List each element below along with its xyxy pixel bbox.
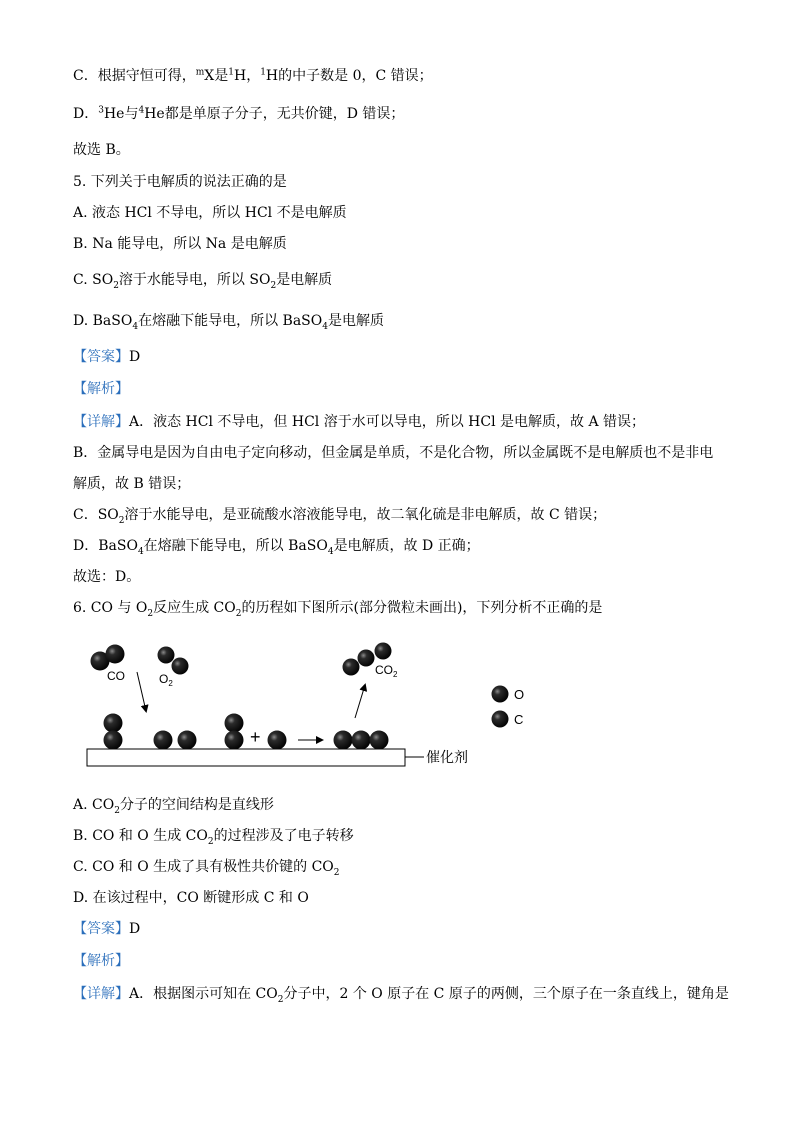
q6-answer: 【答案】D — [73, 921, 141, 937]
q5-detail-b2: 解质，故 B 错误； — [73, 476, 191, 492]
o2-molecule — [158, 647, 189, 675]
q6-analysis-tag: 【解析】 — [73, 953, 129, 969]
q6-option-a: A. $CO_2$分子的空间结构是直线形 — [73, 797, 274, 816]
q5-detail-c: C．$SO_2$溶于水能导电，是亚硫酸水溶液能导电，故二氧化硫是非电解质，故 C 错误； — [73, 507, 607, 526]
q6-detail-a: 【详解】A．根据图示可知在 $CO_2$分子中，2 个 O 原子在 C 原子的两侧，三个原子在一条直线上，键角是 — [73, 986, 729, 1005]
q6-option-d: D. 在该过程中，CO 断键形成 C 和 O — [73, 890, 309, 906]
prev-line-c: C．根据守恒可得，$^m$X是$^1$H，$^1$H的中子数是 0，C 错误； — [73, 67, 433, 84]
carbon-atom — [106, 645, 125, 664]
label-o2: $O_2$ — [159, 672, 173, 688]
co2-on-surface — [334, 731, 389, 750]
q5-option-d: D. BaSO$_4$在熔融下能导电，所以 BaSO$_4$是电解质 — [73, 313, 384, 332]
q5-choose: 故选：D。 — [73, 569, 141, 585]
q5-answer: 【答案】D — [73, 349, 141, 365]
prev-line-d: D．$^3$He与$^4$He都是单原子分子，无共价键，D 错误； — [73, 105, 405, 122]
q6-stem: 6. CO 与 $O_2$反应生成 $CO_2$的历程如下图所示(部分微粒未画出)，下列分析不正确的是 — [73, 600, 603, 619]
q5-detail-a: 【详解】A．液态 HCl 不导电，但 HCl 溶于水可以导电，所以 HCl 是电解质，故 A 错误； — [73, 414, 646, 430]
q5-option-a: A. 液态 HCl 不导电，所以 HCl 不是电解质 — [73, 205, 347, 221]
adsorbed-co — [104, 714, 123, 750]
arrow-down-icon — [137, 672, 146, 711]
adsorbed-o-atom — [268, 731, 287, 750]
label-co: CO — [107, 669, 125, 683]
legend — [492, 686, 525, 728]
co-molecule — [91, 645, 125, 671]
q5-option-c: C. $SO_2$溶于水能导电，所以 $SO_2$是电解质 — [73, 272, 333, 291]
catalyst-surface — [87, 749, 405, 766]
answer-tag: 【答案】 — [73, 921, 129, 937]
legend-o-atom — [492, 686, 509, 703]
oxygen-atom — [172, 658, 189, 675]
legend-c-label: C — [514, 712, 524, 727]
adsorbed-co-2 — [225, 714, 244, 750]
q5-stem: 5. 下列关于电解质的说法正确的是 — [73, 174, 287, 190]
q6-option-b: B. CO 和 O 生成 $CO_2$的过程涉及了电子转移 — [73, 828, 354, 847]
q5-analysis-tag: 【解析】 — [73, 381, 129, 397]
adsorbed-o-atoms — [154, 731, 197, 750]
q5-option-b: B. Na 能导电，所以 Na 是电解质 — [73, 236, 287, 252]
plus-sign: + — [250, 727, 261, 747]
q5-detail-d: D．BaSO$_4$在熔融下能导电，所以 BaSO$_4$是电解质，故 D 正确； — [73, 538, 480, 557]
catalyst-label: 催化剂 — [426, 749, 468, 765]
label-co2: $CO_2$ — [375, 663, 398, 679]
arrow-up-icon — [355, 685, 365, 718]
q5-detail-b1: B．金属导电是因为自由电子定向移动，但金属是单质，不是化合物，所以金属既不是电解质也不是非电 — [73, 445, 714, 461]
legend-c-atom — [492, 711, 509, 728]
prev-choose: 故选 B。 — [73, 142, 130, 158]
oxygen-atom — [158, 647, 175, 664]
legend-o-label: O — [514, 687, 525, 702]
q6-option-c: C. CO 和 O 生成了具有极性共价键的 $CO_2$ — [73, 859, 340, 878]
answer-tag: 【答案】 — [73, 349, 129, 365]
